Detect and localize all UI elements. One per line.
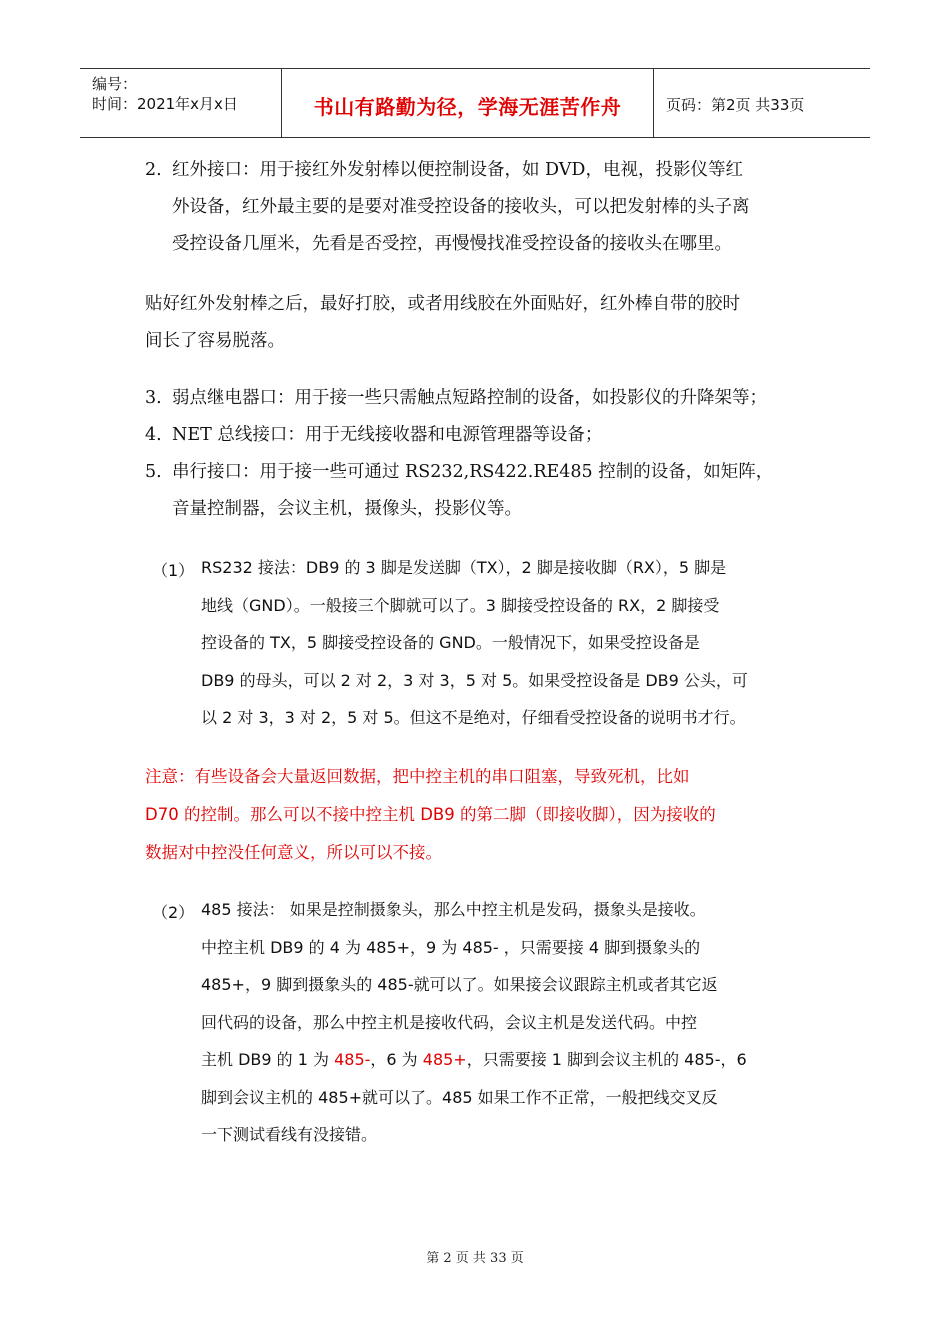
list-number: 2.: [145, 160, 162, 180]
item-text: 弱点继电器口：用于接一些只需触点短路控制的设备，如投影仪的升降架等；: [172, 388, 767, 408]
highlight-485-plus: 485+: [422, 1050, 467, 1069]
item-text: 红外接口：用于接红外发射棒以便控制设备，如 DVD，电视，投影仪等红: [172, 160, 743, 180]
doc-time-label: 时间：2021年x月x日: [92, 95, 238, 113]
warning-line: D70 的控制。那么可以不接中控主机 DB9 的第二脚（即接收脚），因为接收的: [145, 805, 716, 824]
sub-item-number-2: （2）: [152, 903, 195, 922]
paragraph-line: DB9 的母头，可以 2 对 2，3 对 3，5 对 5。如果受控设备是 DB9 公头，可: [201, 670, 748, 690]
item-text: 音量控制器，会议主机，摄像头，投影仪等。: [172, 499, 522, 519]
paragraph-line: 中控主机 DB9 的 4 为 485+，9 为 485- ，只需要接 4 脚到摄象头的: [201, 937, 701, 957]
header-meta-cell: [80, 69, 282, 137]
paragraph-line: 485+，9 脚到摄象头的 485-就可以了。如果接会议跟踪主机或者其它返: [201, 975, 718, 994]
paragraph-line: 地线（GND）。一般接三个脚就可以了。3 脚接受控设备的 RX，2 脚接受: [201, 595, 720, 615]
paragraph-line: [201, 1041, 821, 1079]
sub-item-485: [201, 891, 821, 1154]
text-run: ，只需要接 1 脚到会议主机的 485-，6: [466, 1050, 747, 1069]
list-item-5: [145, 454, 825, 528]
page-footer: 第 2 页 共 33 页: [426, 1251, 524, 1266]
paragraph-line: 一下测试看线有没接错。: [201, 1125, 378, 1144]
paragraph-line: 脚到会议主机的 485+就可以了。485 如果工作不正常，一般把线交叉反: [201, 1087, 718, 1107]
sub-item-rs232: [201, 549, 821, 737]
header-motto-cell: [282, 69, 654, 137]
text-run: ，6 为: [370, 1050, 423, 1069]
paragraph-line: 贴好红外发射棒之后，最好打胶，或者用线胶在外面贴好，红外棒自带的胶时: [145, 294, 740, 314]
list-number: 5.: [145, 462, 162, 482]
header-page-info: 页码：第2页 共33页: [666, 96, 805, 114]
list-item-4: [145, 417, 825, 454]
header-page-cell: [654, 69, 870, 137]
highlight-485-minus: 485-: [334, 1050, 371, 1069]
warning-line: 注意：有些设备会大量返回数据，把中控主机的串口阻塞，导致死机，比如: [145, 767, 690, 786]
item-text: 受控设备几厘米，先看是否受控，再慢慢找准受控设备的接收头在哪里。: [172, 234, 732, 254]
item-text: NET 总线接口：用于无线接收器和电源管理器等设备；: [172, 425, 603, 445]
list-item-2: [145, 152, 825, 263]
warning-line: 数据对中控没任何意义，所以可以不接。: [145, 843, 442, 862]
paragraph-line: 以 2 对 3，3 对 2，5 对 5。但这不是绝对，仔细看受控设备的说明书才行。: [201, 708, 746, 727]
paragraph-line: RS232 接法：DB9 的 3 脚是发送脚（TX），2 脚是接收脚（RX），5 脚是: [201, 558, 727, 577]
list-item-3: [145, 380, 825, 417]
paragraph-line: 控设备的 TX，5 脚接受控设备的 GND。一般情况下，如果受控设备是: [201, 633, 700, 652]
warning-note: [145, 758, 825, 872]
paragraph-line: 485 接法： 如果是控制摄象头，那么中控主机是发码，摄象头是接收。: [201, 900, 706, 919]
page-header: [80, 68, 870, 138]
item-text: 外设备，红外最主要的是要对准受控设备的接收头，可以把发射棒的头子离: [172, 197, 750, 217]
list-number: 3.: [145, 388, 162, 408]
text-run: 主机 DB9 的 1 为: [201, 1050, 335, 1069]
header-motto: 书山有路勤为径，学海无涯苦作舟: [313, 95, 622, 119]
paragraph-note: [145, 286, 825, 360]
item-text: 串行接口：用于接一些可通过 RS232,RS422.RE485 控制的设备，如矩阵，: [172, 462, 774, 482]
paragraph-line: 间长了容易脱落。: [145, 331, 285, 351]
list-number: 4.: [145, 425, 162, 445]
sub-item-number-1: （1）: [152, 561, 195, 580]
doc-number-label: 编号：: [92, 75, 138, 93]
paragraph-line: 回代码的设备，那么中控主机是接收代码，会议主机是发送代码。中控: [201, 1012, 698, 1032]
